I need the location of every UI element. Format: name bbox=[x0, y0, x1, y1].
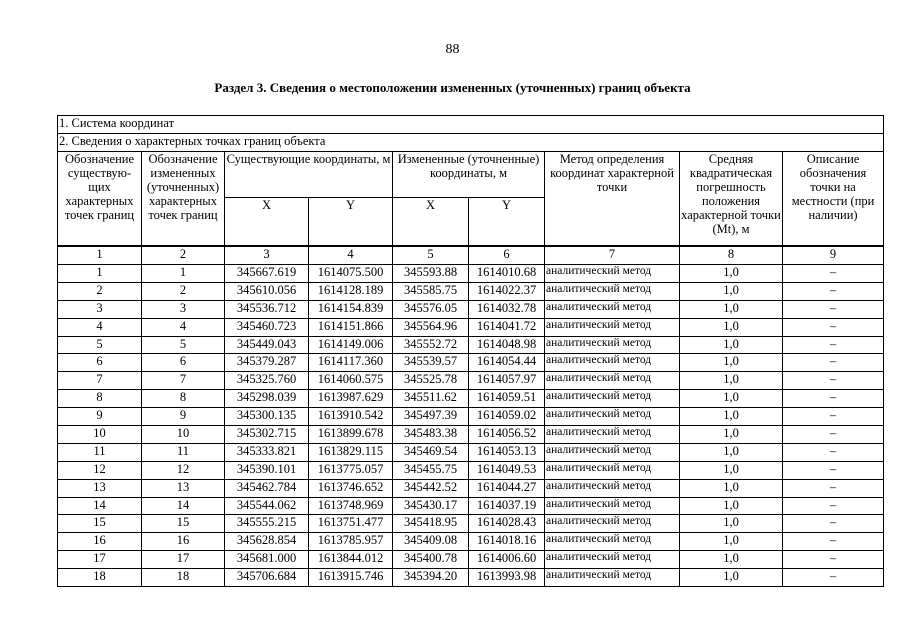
cell-existing-point: 1 bbox=[58, 265, 142, 283]
cell-changed-point: 10 bbox=[142, 426, 225, 444]
column-number: 3 bbox=[225, 246, 309, 265]
cell-changed-x: 345394.20 bbox=[393, 569, 469, 587]
cell-accuracy: 1,0 bbox=[680, 497, 783, 515]
cell-changed-y: 1614054.44 bbox=[469, 354, 545, 372]
cell-changed-y: 1614053.13 bbox=[469, 443, 545, 461]
cell-existing-x: 345544.062 bbox=[225, 497, 309, 515]
cell-changed-y: 1614059.51 bbox=[469, 390, 545, 408]
column-number: 8 bbox=[680, 246, 783, 265]
boundary-points-table bbox=[57, 115, 884, 587]
cell-changed-y: 1614056.52 bbox=[469, 426, 545, 444]
cell-existing-y: 1613844.012 bbox=[309, 551, 393, 569]
cell-changed-y: 1614048.98 bbox=[469, 336, 545, 354]
cell-changed-y: 1614049.53 bbox=[469, 461, 545, 479]
cell-existing-y: 1614075.500 bbox=[309, 265, 393, 283]
cell-changed-point: 2 bbox=[142, 282, 225, 300]
cell-description: – bbox=[783, 408, 884, 426]
cell-existing-y: 1613746.652 bbox=[309, 479, 393, 497]
cell-changed-point: 7 bbox=[142, 372, 225, 390]
cell-existing-y: 1613915.746 bbox=[309, 569, 393, 587]
table-row bbox=[58, 300, 884, 318]
cell-existing-point: 4 bbox=[58, 318, 142, 336]
cell-changed-point: 3 bbox=[142, 300, 225, 318]
cell-existing-point: 16 bbox=[58, 533, 142, 551]
cell-changed-x: 345409.08 bbox=[393, 533, 469, 551]
cell-accuracy: 1,0 bbox=[680, 372, 783, 390]
cell-existing-x: 345390.101 bbox=[225, 461, 309, 479]
cell-existing-x: 345706.684 bbox=[225, 569, 309, 587]
cell-method: аналитический метод bbox=[545, 569, 680, 587]
cell-changed-x: 345418.95 bbox=[393, 515, 469, 533]
cell-description: – bbox=[783, 497, 884, 515]
header-changed-y: Y bbox=[469, 198, 545, 247]
cell-accuracy: 1,0 bbox=[680, 426, 783, 444]
cell-description: – bbox=[783, 461, 884, 479]
table-row bbox=[58, 479, 884, 497]
cell-method: аналитический метод bbox=[545, 479, 680, 497]
cell-changed-x: 345483.38 bbox=[393, 426, 469, 444]
cell-existing-x: 345610.056 bbox=[225, 282, 309, 300]
table-row bbox=[58, 569, 884, 587]
table-row bbox=[58, 533, 884, 551]
cell-changed-x: 345576.05 bbox=[393, 300, 469, 318]
cell-changed-point: 9 bbox=[142, 408, 225, 426]
cell-description: – bbox=[783, 282, 884, 300]
cell-changed-point: 13 bbox=[142, 479, 225, 497]
cell-method: аналитический метод bbox=[545, 318, 680, 336]
cell-method: аналитический метод bbox=[545, 551, 680, 569]
cell-existing-x: 345462.784 bbox=[225, 479, 309, 497]
cell-accuracy: 1,0 bbox=[680, 265, 783, 283]
header-existing-point-designation: Обозначение существую-щих характерных точек границ bbox=[58, 152, 142, 247]
cell-changed-x: 345539.57 bbox=[393, 354, 469, 372]
cell-description: – bbox=[783, 515, 884, 533]
cell-description: – bbox=[783, 336, 884, 354]
cell-description: – bbox=[783, 569, 884, 587]
cell-description: – bbox=[783, 479, 884, 497]
cell-existing-point: 5 bbox=[58, 336, 142, 354]
cell-existing-y: 1613751.477 bbox=[309, 515, 393, 533]
points-info-row: 2. Сведения о характерных точках границ объекта bbox=[58, 134, 884, 152]
cell-accuracy: 1,0 bbox=[680, 300, 783, 318]
cell-description: – bbox=[783, 318, 884, 336]
cell-existing-point: 13 bbox=[58, 479, 142, 497]
cell-existing-x: 345628.854 bbox=[225, 533, 309, 551]
table-row bbox=[58, 265, 884, 283]
cell-changed-point: 18 bbox=[142, 569, 225, 587]
cell-existing-x: 345460.723 bbox=[225, 318, 309, 336]
cell-accuracy: 1,0 bbox=[680, 479, 783, 497]
cell-changed-point: 16 bbox=[142, 533, 225, 551]
column-number: 1 bbox=[58, 246, 142, 265]
cell-existing-point: 10 bbox=[58, 426, 142, 444]
cell-existing-y: 1613987.629 bbox=[309, 390, 393, 408]
column-number: 6 bbox=[469, 246, 545, 265]
cell-existing-x: 345449.043 bbox=[225, 336, 309, 354]
header-description: Описание обозначения точки на местности (при наличии) bbox=[783, 152, 884, 247]
cell-method: аналитический метод bbox=[545, 336, 680, 354]
column-number: 7 bbox=[545, 246, 680, 265]
cell-existing-x: 345302.715 bbox=[225, 426, 309, 444]
header-existing-coordinates: Существующие координаты, м bbox=[225, 152, 393, 198]
table-row bbox=[58, 515, 884, 533]
cell-changed-x: 345469.54 bbox=[393, 443, 469, 461]
cell-method: аналитический метод bbox=[545, 390, 680, 408]
cell-method: аналитический метод bbox=[545, 372, 680, 390]
header-changed-coordinates: Измененные (уточненные) координаты, м bbox=[393, 152, 545, 198]
cell-method: аналитический метод bbox=[545, 408, 680, 426]
cell-existing-x: 345536.712 bbox=[225, 300, 309, 318]
cell-existing-y: 1614117.360 bbox=[309, 354, 393, 372]
header-changed-x: X bbox=[393, 198, 469, 247]
cell-existing-y: 1613829.115 bbox=[309, 443, 393, 461]
page-number: 88 bbox=[445, 42, 460, 57]
cell-existing-point: 15 bbox=[58, 515, 142, 533]
cell-existing-point: 18 bbox=[58, 569, 142, 587]
cell-accuracy: 1,0 bbox=[680, 569, 783, 587]
cell-accuracy: 1,0 bbox=[680, 551, 783, 569]
cell-existing-point: 14 bbox=[58, 497, 142, 515]
cell-accuracy: 1,0 bbox=[680, 318, 783, 336]
cell-changed-point: 14 bbox=[142, 497, 225, 515]
cell-existing-y: 1613899.678 bbox=[309, 426, 393, 444]
header-accuracy: Средняя квадратическая погрешность положения характерной точки (Mt), м bbox=[680, 152, 783, 247]
cell-existing-point: 2 bbox=[58, 282, 142, 300]
cell-changed-x: 345511.62 bbox=[393, 390, 469, 408]
cell-changed-y: 1614059.02 bbox=[469, 408, 545, 426]
cell-existing-y: 1613910.542 bbox=[309, 408, 393, 426]
cell-changed-x: 345585.75 bbox=[393, 282, 469, 300]
cell-accuracy: 1,0 bbox=[680, 354, 783, 372]
cell-method: аналитический метод bbox=[545, 265, 680, 283]
cell-existing-x: 345667.619 bbox=[225, 265, 309, 283]
cell-existing-x: 345333.821 bbox=[225, 443, 309, 461]
cell-changed-point: 6 bbox=[142, 354, 225, 372]
cell-changed-point: 17 bbox=[142, 551, 225, 569]
cell-description: – bbox=[783, 354, 884, 372]
cell-changed-x: 345497.39 bbox=[393, 408, 469, 426]
cell-changed-y: 1614010.68 bbox=[469, 265, 545, 283]
table-row bbox=[58, 354, 884, 372]
cell-existing-y: 1614060.575 bbox=[309, 372, 393, 390]
table-row bbox=[58, 336, 884, 354]
cell-changed-x: 345593.88 bbox=[393, 265, 469, 283]
cell-changed-x: 345552.72 bbox=[393, 336, 469, 354]
cell-changed-x: 345455.75 bbox=[393, 461, 469, 479]
cell-existing-y: 1614154.839 bbox=[309, 300, 393, 318]
cell-changed-y: 1614022.37 bbox=[469, 282, 545, 300]
cell-existing-y: 1614149.006 bbox=[309, 336, 393, 354]
cell-description: – bbox=[783, 443, 884, 461]
cell-description: – bbox=[783, 265, 884, 283]
cell-changed-x: 345442.52 bbox=[393, 479, 469, 497]
cell-description: – bbox=[783, 300, 884, 318]
table-row bbox=[58, 426, 884, 444]
cell-description: – bbox=[783, 372, 884, 390]
cell-changed-x: 345525.78 bbox=[393, 372, 469, 390]
header-existing-y: Y bbox=[309, 198, 393, 247]
cell-method: аналитический метод bbox=[545, 354, 680, 372]
cell-changed-y: 1614006.60 bbox=[469, 551, 545, 569]
cell-changed-y: 1614044.27 bbox=[469, 479, 545, 497]
cell-existing-x: 345298.039 bbox=[225, 390, 309, 408]
cell-changed-point: 11 bbox=[142, 443, 225, 461]
cell-existing-y: 1613748.969 bbox=[309, 497, 393, 515]
header-changed-point-designation: Обозначение измененных (уточненных) характерных точек границ bbox=[142, 152, 225, 247]
cell-existing-y: 1614151.866 bbox=[309, 318, 393, 336]
cell-changed-y: 1614041.72 bbox=[469, 318, 545, 336]
cell-method: аналитический метод bbox=[545, 497, 680, 515]
column-number: 4 bbox=[309, 246, 393, 265]
cell-changed-point: 8 bbox=[142, 390, 225, 408]
cell-existing-y: 1613785.957 bbox=[309, 533, 393, 551]
header-existing-x: X bbox=[225, 198, 309, 247]
cell-changed-y: 1614037.19 bbox=[469, 497, 545, 515]
cell-accuracy: 1,0 bbox=[680, 443, 783, 461]
cell-changed-x: 345430.17 bbox=[393, 497, 469, 515]
cell-method: аналитический метод bbox=[545, 461, 680, 479]
cell-changed-x: 345400.78 bbox=[393, 551, 469, 569]
table-row bbox=[58, 408, 884, 426]
cell-existing-x: 345325.760 bbox=[225, 372, 309, 390]
cell-accuracy: 1,0 bbox=[680, 408, 783, 426]
cell-changed-x: 345564.96 bbox=[393, 318, 469, 336]
cell-changed-y: 1614028.43 bbox=[469, 515, 545, 533]
coordinate-system-row: 1. Система координат bbox=[58, 116, 884, 134]
cell-existing-x: 345379.287 bbox=[225, 354, 309, 372]
cell-description: – bbox=[783, 390, 884, 408]
table-row bbox=[58, 461, 884, 479]
cell-changed-point: 12 bbox=[142, 461, 225, 479]
cell-method: аналитический метод bbox=[545, 282, 680, 300]
header-method: Метод определения координат характерной точки bbox=[545, 152, 680, 247]
cell-method: аналитический метод bbox=[545, 300, 680, 318]
cell-existing-y: 1614128.189 bbox=[309, 282, 393, 300]
column-number: 9 bbox=[783, 246, 884, 265]
cell-existing-point: 3 bbox=[58, 300, 142, 318]
cell-changed-point: 5 bbox=[142, 336, 225, 354]
cell-changed-y: 1613993.98 bbox=[469, 569, 545, 587]
cell-existing-x: 345300.135 bbox=[225, 408, 309, 426]
cell-changed-point: 4 bbox=[142, 318, 225, 336]
cell-existing-point: 9 bbox=[58, 408, 142, 426]
table-row bbox=[58, 318, 884, 336]
cell-description: – bbox=[783, 533, 884, 551]
cell-accuracy: 1,0 bbox=[680, 461, 783, 479]
cell-existing-point: 7 bbox=[58, 372, 142, 390]
cell-changed-point: 15 bbox=[142, 515, 225, 533]
cell-method: аналитический метод bbox=[545, 515, 680, 533]
cell-method: аналитический метод bbox=[545, 533, 680, 551]
cell-changed-y: 1614032.78 bbox=[469, 300, 545, 318]
cell-existing-point: 17 bbox=[58, 551, 142, 569]
table-row bbox=[58, 443, 884, 461]
cell-existing-point: 12 bbox=[58, 461, 142, 479]
cell-accuracy: 1,0 bbox=[680, 533, 783, 551]
cell-existing-point: 8 bbox=[58, 390, 142, 408]
table-row bbox=[58, 282, 884, 300]
cell-existing-x: 345555.215 bbox=[225, 515, 309, 533]
section-title: Раздел 3. Сведения о местоположении измененных (уточненных) границ объекта bbox=[214, 80, 691, 95]
cell-accuracy: 1,0 bbox=[680, 336, 783, 354]
cell-accuracy: 1,0 bbox=[680, 515, 783, 533]
cell-method: аналитический метод bbox=[545, 443, 680, 461]
table-row bbox=[58, 372, 884, 390]
cell-accuracy: 1,0 bbox=[680, 390, 783, 408]
cell-changed-y: 1614057.97 bbox=[469, 372, 545, 390]
table-row bbox=[58, 497, 884, 515]
cell-changed-point: 1 bbox=[142, 265, 225, 283]
cell-accuracy: 1,0 bbox=[680, 282, 783, 300]
column-number: 2 bbox=[142, 246, 225, 265]
cell-method: аналитический метод bbox=[545, 426, 680, 444]
column-number: 5 bbox=[393, 246, 469, 265]
cell-existing-point: 6 bbox=[58, 354, 142, 372]
cell-changed-y: 1614018.16 bbox=[469, 533, 545, 551]
table-row bbox=[58, 551, 884, 569]
cell-existing-x: 345681.000 bbox=[225, 551, 309, 569]
cell-existing-point: 11 bbox=[58, 443, 142, 461]
cell-description: – bbox=[783, 551, 884, 569]
cell-existing-y: 1613775.057 bbox=[309, 461, 393, 479]
cell-description: – bbox=[783, 426, 884, 444]
table-row bbox=[58, 390, 884, 408]
